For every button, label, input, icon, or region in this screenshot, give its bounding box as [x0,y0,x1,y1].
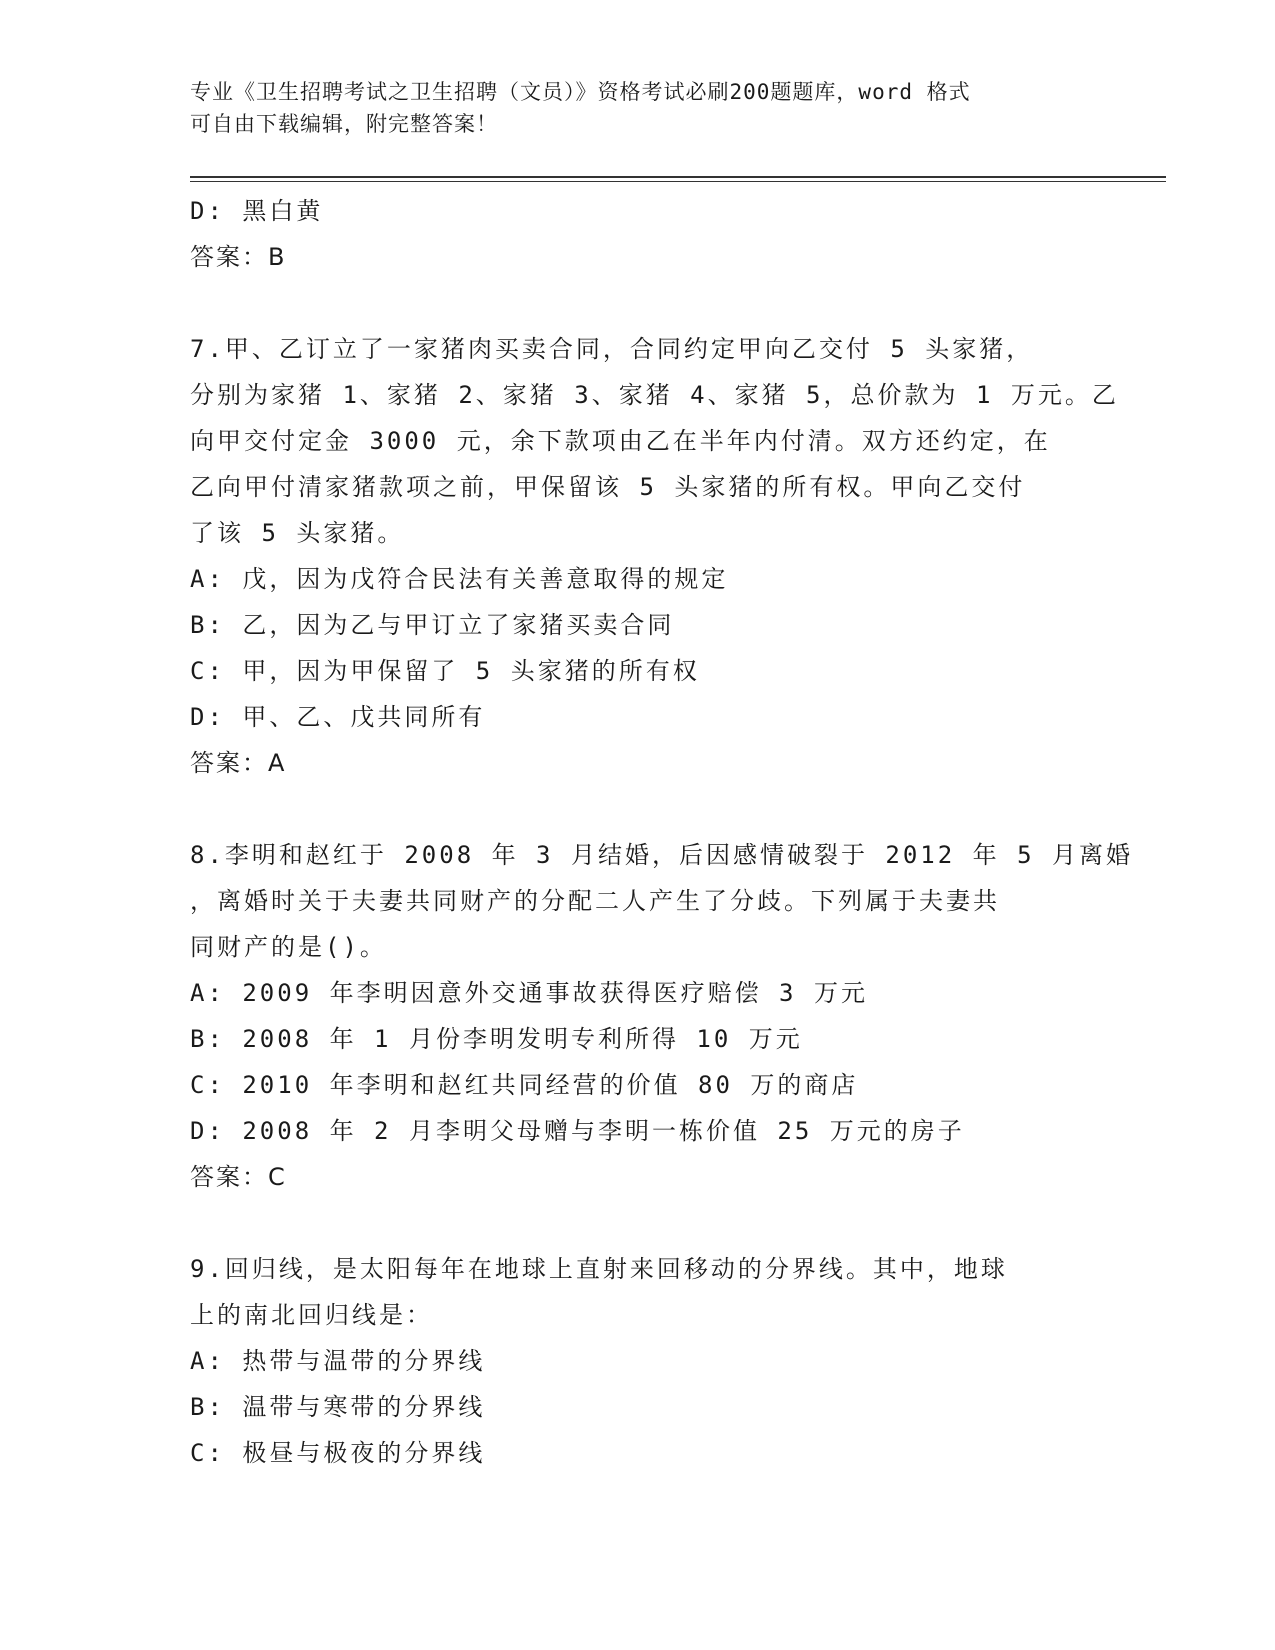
option-d: D: 甲、乙、戊共同所有 [190,703,486,731]
question-7 [190,326,1119,786]
answer: 答案：B [190,243,287,271]
header-line-1: 专业《卫生招聘考试之卫生招聘（文员）》资格考试必刷200题题库，word 格式 [190,80,971,104]
option-a: A: 热带与温带的分界线 [190,1347,486,1375]
option-c: C: 极昼与极夜的分界线 [190,1439,486,1467]
question-8 [190,832,1133,1200]
question-text-line: 8.李明和赵红于 2008 年 3 月结婚，后因感情破裂于 2012 年 5 月离婚 [190,841,1133,869]
option-b: B: 乙，因为乙与甲订立了家猪买卖合同 [190,611,675,639]
document-body [190,188,1133,1476]
question-text-line: 7.甲、乙订立了一家猪肉买卖合同，合同约定甲向乙交付 5 头家猪， [190,335,1034,363]
question-text-line: 9.回归线，是太阳每年在地球上直射来回移动的分界线。其中，地球 [190,1255,1008,1283]
question-text-line: 乙向甲付清家猪款项之前，甲保留该 5 头家猪的所有权。甲向乙交付 [190,473,1026,501]
question-9 [190,1246,1090,1476]
question-text-line: ，离婚时关于夫妻共同财产的分配二人产生了分歧。下列属于夫妻共 [190,887,1000,915]
answer: 答案：A [190,749,287,777]
document-header [190,76,1090,140]
question-text-line: 了该 5 头家猪。 [190,519,405,547]
header-divider [190,176,1166,182]
option-c: C: 2010 年李明和赵红共同经营的价值 80 万的商店 [190,1071,859,1099]
option-b: B: 温带与寒带的分界线 [190,1393,486,1421]
header-line-2: 可自由下载编辑，附完整答案！ [190,112,498,136]
option-d: D: 黑白黄 [190,197,324,225]
question-text-line: 向甲交付定金 3000 元，余下款项由乙在半年内付清。双方还约定，在 [190,427,1051,455]
option-d: D: 2008 年 2 月李明父母赠与李明一栋价值 25 万元的房子 [190,1117,965,1145]
option-a: A: 戊，因为戊符合民法有关善意取得的规定 [190,565,729,593]
answer: 答案：C [190,1163,287,1191]
option-c: C: 甲，因为甲保留了 5 头家猪的所有权 [190,657,700,685]
question-text-line: 同财产的是()。 [190,933,387,961]
question-text-line: 分别为家猪 1、家猪 2、家猪 3、家猪 4、家猪 5，总价款为 1 万元。乙 [190,381,1119,409]
option-a: A: 2009 年李明因意外交通事故获得医疗赔偿 3 万元 [190,979,868,1007]
option-b: B: 2008 年 1 月份李明发明专利所得 10 万元 [190,1025,803,1053]
question-text-line: 上的南北回归线是： [190,1301,433,1329]
